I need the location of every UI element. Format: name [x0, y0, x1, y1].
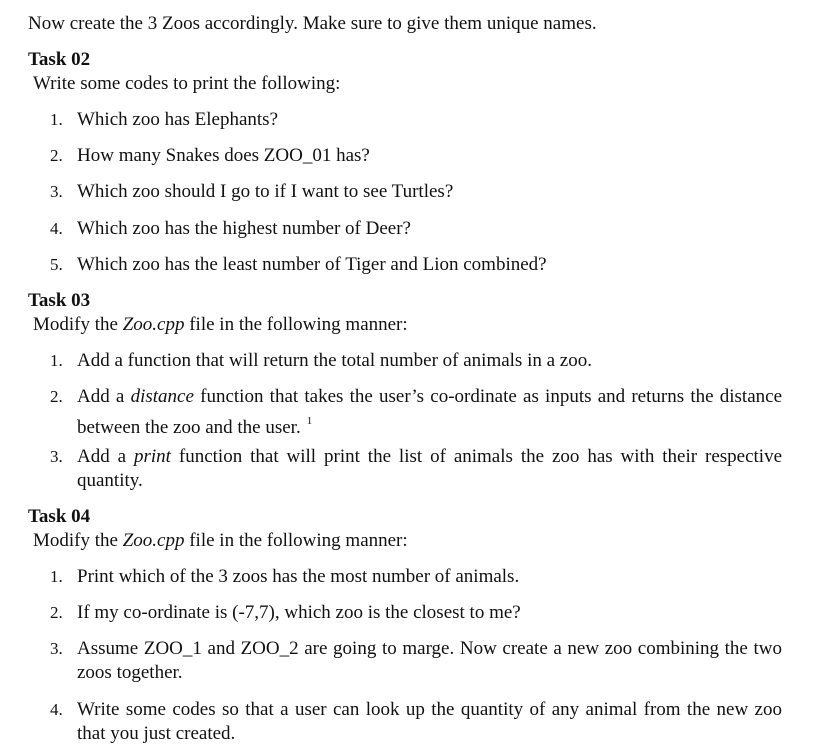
list-text: Write some codes so that a user can look up the quantity of any animal from the new zoo that you just created. [77, 699, 782, 744]
task02-list-item [50, 144, 782, 168]
file-name: Zoo.cpp [122, 314, 185, 335]
function-name: distance [130, 386, 194, 407]
description-prefix: Modify the [33, 314, 123, 335]
list-number: 1. [50, 351, 63, 370]
list-text: If my co-ordinate is (-7,7), which zoo is the closest to me? [77, 602, 521, 623]
list-number: 3. [50, 182, 63, 201]
text-suffix: function that takes the user’s co-ordinate as inputs and returns the distance between the zoo and the user. [77, 386, 783, 438]
list-text: Assume ZOO_1 and ZOO_2 are going to marge. Now create a new zoo combining the two zoos together. [77, 638, 782, 683]
task03-list-item [50, 349, 782, 373]
list-text [77, 385, 782, 440]
task04-list-item [50, 698, 782, 746]
task02-list-item [50, 108, 782, 132]
footnote-marker[interactable]: 1 [306, 415, 313, 427]
list-number: 3. [50, 639, 63, 658]
text-prefix: Add a [77, 446, 134, 467]
list-text: Which zoo has the highest number of Deer? [77, 218, 411, 239]
task03-list-item [50, 445, 782, 493]
list-number: 5. [50, 255, 63, 274]
list-number: 3. [50, 447, 63, 466]
file-name: Zoo.cpp [122, 530, 185, 551]
task04-list-item [50, 637, 782, 685]
list-number: 2. [50, 603, 63, 622]
function-name: print [134, 446, 171, 467]
list-number: 1. [50, 110, 63, 129]
list-text: How many Snakes does ZOO_01 has? [77, 145, 370, 166]
list-number: 2. [50, 387, 63, 406]
task03-description [33, 313, 408, 337]
description-suffix: file in the following manner: [184, 314, 408, 335]
task03-list-item [50, 385, 782, 440]
task02-heading: Task 02 [28, 49, 91, 70]
list-number: 1. [50, 567, 63, 586]
task04-heading: Task 04 [28, 506, 91, 527]
task04-list-item [50, 565, 782, 589]
list-text: Print which of the 3 zoos has the most number of animals. [77, 566, 520, 587]
task02-list-item [50, 180, 782, 204]
description-suffix: file in the following manner: [184, 530, 408, 551]
task04-list-item [50, 601, 782, 625]
task03-heading: Task 03 [28, 290, 91, 311]
list-text: Which zoo has the least number of Tiger and Lion combined? [77, 254, 547, 275]
list-text: Add a function that will return the total number of animals in a zoo. [77, 350, 592, 371]
task02-description: Write some codes to print the following: [33, 73, 341, 94]
intro-text: Now create the 3 Zoos accordingly. Make sure to give them unique names. [28, 13, 597, 34]
list-text [77, 445, 782, 493]
list-number: 4. [50, 219, 63, 238]
list-text: Which zoo should I go to if I want to see Turtles? [77, 181, 454, 202]
list-number: 2. [50, 146, 63, 165]
task02-list-item [50, 253, 782, 277]
text-suffix: function that will print the list of animals the zoo has with their respective quantity. [77, 446, 783, 491]
text-prefix: Add a [77, 386, 131, 407]
task02-list-item [50, 217, 782, 241]
task04-description [33, 529, 408, 553]
list-number: 4. [50, 700, 63, 719]
description-prefix: Modify the [33, 530, 123, 551]
list-text: Which zoo has Elephants? [77, 109, 279, 130]
